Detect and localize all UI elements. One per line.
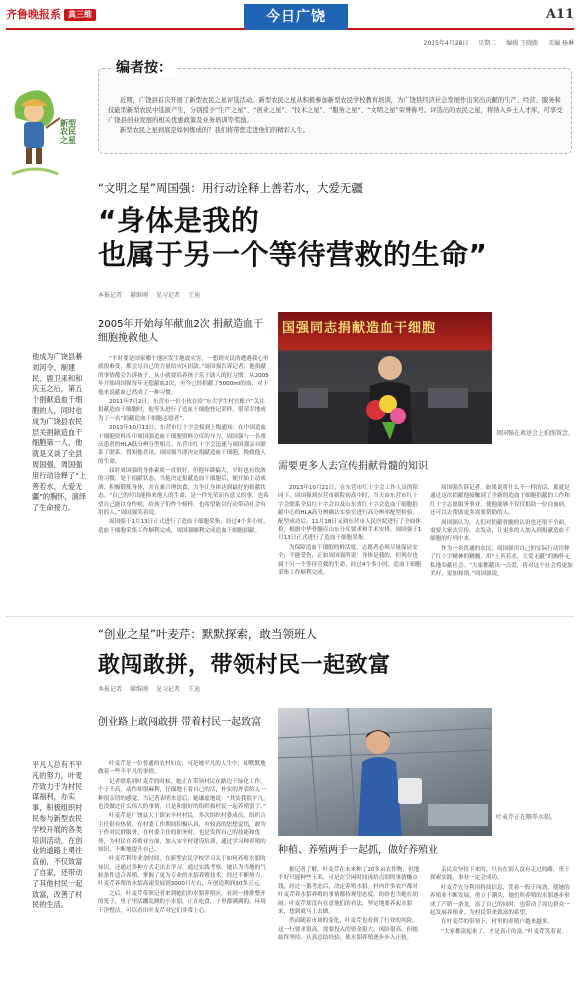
byline-role: 见习记者 (156, 686, 181, 693)
editor-note-paragraph: 近期，广饶县首次开展了新型农民之星评选活动。新型农民之星从积极参加新型农民学校教育培训，为广饶县经济社会发展作出突出贡献的生产、经营、服务和技能型新型农民中选拔产生，分别授予“生产之星”、“创业之星”、“技术之星”、“服务之星”、“文明之星”荣誉称号。评选出的农民之星，将纳入乡土人才库，可享受广饶县创业发展的相关优惠政策及业务培训等奖励。 (108, 97, 563, 124)
story2-headline: 敢闯敢拼，带领村民一起致富 (98, 653, 391, 678)
brand-name: 齐鲁晚报系 (6, 8, 61, 21)
story1-paragraph: 作为一名普通的农民，周国强用自己的实际行动诠释了红十字精神的精髓，用“上善若水，大爱无疆”的胸怀无私地奉献社会。“大家都献出一点爱，将对这个社会将更加美好，更加和谐。”周国强说。 (430, 545, 573, 577)
issue-date: 2015年4月28日 (423, 40, 469, 47)
section-divider (6, 616, 574, 617)
story2-paragraph: 在叶麦芹的带领下，村里的养殖户越来越多。 (441, 919, 553, 926)
story1-paragraph: 2013年10月21日，在东营市红十字会工作人员的陪同下，周国强到东营市新院初高中时，当天由东营市红十字会联系全县红十字会以及山东省红十字会造血干细胞捐献中心的HLA高分辨确认实验室进行高分辨率配型检验，配型成功后，11月18日又到东营市人民医院进行了全面体检，根据中华骨髓库山东分库要求和手术安排，周国强于1月13日正式进行了造血干细胞采集。 (278, 485, 422, 542)
newspaper-brand (6, 7, 96, 23)
story1-paragraph: 周国强告诉记者，如果说将什么不一样的话，那就是通过这次捐献他接触到了全新的造血干细胞捐献的工作和红十字志愿服务事业，使他能够不仅仅捐助一位白血病，还可以去帮助更多需要帮助的人。 (430, 485, 570, 517)
page-number: A11 (545, 7, 574, 22)
story2-paragraph: 记者联系到叶麦芹的时候，她正在带领村民在路边干绿化工作。个子不高，动作却很麻利，仔细地干着自己的活，朴实的外表给人一种很亲切的感觉。当记者表明来意后，她谦虚地说：“其实我很平凡，也没做过什么伟大的事情，只是和很好的组织和村民一起养殖罢了。” (98, 778, 269, 810)
story2-subhead2: 种植、养殖两手一起抓，做好养殖业 (278, 845, 438, 856)
byline-role: 见习记者 (156, 292, 181, 299)
story1-headline (98, 204, 487, 271)
story2-paragraph: 叶麦芹充分利用科技信息，凭着一股子闯劲，使她的养殖业不断发展。勇立于潮头，她们所养殖的水貂逐步形成了产销一条龙，富了自己的同时，也带动了周边群众一起发展养殖业，为村民带来致富的希望。 (430, 884, 570, 916)
editor-note-body (108, 96, 564, 137)
story1-paragraph: 周国强认为，人们对捐献骨髓的认识也还很不全面，需要大家去宣传，去发动，让更多的人加入到捐献造血干细胞的行列中来。 (430, 519, 570, 543)
story1-paragraph: 届时周国强的身体素质一直很好，但他年龄偏大，平时也有饮酒的习惯，处于捐献状态，当他决定捐献造血干细胞后，便开始主动戒酒、积极锻炼身体，并在兼合理饮食，力争让身体达到最好的捐献状态。“自己的付出能换来他人的生命，是一件光荣而有意义的事，也希望自己能以身作则，给孩子们作个榜样，也希望能以行动带动社会有用的人。”周国强笑着说。 (98, 468, 269, 517)
story1-kicker: “文明之星”周国强：用行动诠释上善若水，大爱无疆 (98, 181, 363, 195)
story2-photo (278, 708, 492, 836)
issue-editor: 编辑 王晓路 (506, 40, 539, 47)
section-title: 今日广饶 (244, 4, 348, 30)
story2-subhead: 创业路上敢闯敢拼 带着村民一起致富 (98, 717, 262, 728)
story1-pull-quote: 他成为广饶县綦刘河令、制建民、鹿卫来和和庆玉之后，第五个捐献造血干细胞的人，同时也成为广饶县农民层关捐献造血干细胞第一人，他就是又谈了全县周国强，周国强用行动诠释了“上善若水，大爱无疆”的胸怀，演绎了生命接力。 (32, 352, 87, 513)
story1-headline-line2: 也属于另一个等待营救的生命” (98, 237, 488, 271)
byline-name: 綦维刚 (130, 292, 149, 299)
photo-banner-text: 国强同志捐献造血干细胞 (282, 321, 437, 336)
person-with-flowers-figure (278, 312, 492, 444)
story2-kicker: “创业之星”叶麦芹：默默探索，敢当领班人 (98, 627, 317, 641)
byline-role: 本报记者 (98, 686, 123, 693)
editor-note-title: 编者按： (112, 58, 176, 78)
story1-paragraph: 2011年7月2日，东营市一位小伙在给“东大学生村官账户”关注捐献造血干细胞时，他等头进行了造血干细胞登记采样，很荣幸地成为了一名“捐献造血干细胞志愿者”。 (98, 398, 266, 422)
byline-name: 王迪 (188, 686, 201, 693)
story2-paragraph: 叶麦芹是广饶县大王镇宋辛村村民，多次组织村委成员，组织合主任很有热情，在村委工作期间积极认真，有较高的思想觉悟，敢为于作对民群服务，在村委主任的职务时，也是发挥自己的技能和优势，为村民在养殖业方面，加入宋辛村建设培训，通过学习种养殖的知识，不断地提升自己。 (98, 813, 266, 853)
story1-photo-caption: 周国强在欢送会上拍照留念。 (496, 430, 575, 437)
masthead (6, 4, 574, 30)
byline-name: 綦维刚 (130, 686, 149, 693)
byline-name: 王迪 (188, 292, 201, 299)
story1-paragraph: 为保障造血干细胞的鲜活度，志愿者必须尽量保证安全，不能受伤，正如周国强所说：身体是我的，但现在也属于另一个等待营救的生命，经过4个多小时，造血干细胞采集工作顺利完成。 (278, 544, 422, 576)
story2-paragraph: 然而随着市场的变化，叶麦芹也看到了行业的风险。这一行要求很高，需要投入的资金很大，风险很高，但她始终坚持，认真总结经验，使水貂养殖逐步步入正轨。 (278, 918, 418, 942)
story1-paragraph: 2013年10月13日，东营市红十字会接到上级通知：在中国造血干细胞资料库中周国强造血干细胞资料分库的导力，周国强与一名重庆患者的HLA低分辨分型相合。东营市红十字会迅速与周国强亲自联系了联系，得知他喜讯，周国强当即决定捐献造血干细胞，挽救他人的生命。 (98, 425, 267, 465)
woman-feeding-minks-figure (278, 708, 492, 836)
brand-pill: 真三维 (64, 9, 96, 21)
story1-byline (98, 292, 208, 301)
byline-role: 本报记者 (98, 292, 123, 299)
story2-paragraph: 据记者了解，叶麦芹在未来种了20多亩农作物，但地不好只能种些玉米，可是在空闲时间再给点别的事情赚点钱，经过一番考虑后，决定养殖水貂。村内许多农户都对叶麦芹养水貂养殖的事情都持观望态度，纷纷也当她在胡闹。叶麦芹却没有在意他们的看法，坚定地要养起水貂来，想到就马上去做。 (278, 867, 420, 915)
story1-subhead2: 需要更多人去宣传捐献骨髓的知识 (278, 461, 428, 472)
story2-paragraph: 叶麦芹是一位普通的农村妇女，可是她平凡的人生中，却默默地做着一些不平凡的事情。 (98, 761, 266, 776)
story2-paragraph: “大家都富起来了，才是真正的富。”叶麦芹笑着说。 (441, 928, 568, 935)
story1-paragraph: 周国强于1月13日正式进行了造血干细胞采集，经过4个多小时，造血干细胞采集工作顺利完成，周国强顺利完成造血干细胞捐献。 (98, 519, 269, 534)
story1-photo (278, 312, 492, 444)
story1-body-column1 (98, 355, 270, 536)
issue-meta (6, 40, 574, 49)
story2-byline (98, 686, 208, 695)
story2-pull-quote: 平凡人总有不平凡的努力，叶麦芹致力于为村民谋福利，办实事，积极组织村民参与新型农民学校开展的各类培训活动，在创业的道路上勇往直前，不仅致富了自家，还带动了其他村民一起致富，改善了村民的生活。 (32, 760, 83, 910)
story2-body-column2 (278, 866, 422, 944)
story2-body-column1 (98, 760, 270, 916)
story1-headline-line1: “身体是我的 (98, 204, 260, 237)
issue-weekday: 星期二 (478, 40, 497, 47)
editor-note-paragraph: 新型农民之星到底是如何炼成的？我们将带您走进他们的精彩人生。 (120, 127, 309, 135)
issue-designer: 美编 杨琳 (548, 40, 574, 47)
story1-paragraph: “平时要是国家哪个地区发生地震灾害，一想到灾民的遭遇我心里就很难受，都会尽自己的力量给灾区捐款。”周国强告诉记者，他捐献的事情都会告诉孩子，从小就要培养孩子乐于助人的好习惯。从2005年开始周国强每年无偿献血2次，至今已经捐献了5000ml的血，对于他来说献血已然成了一种习惯。 (98, 356, 269, 396)
story2-photo-caption: 叶麦芹正在喂养水貂。 (496, 814, 557, 821)
farmer-mascot-illustration (6, 78, 94, 188)
story1-body-column3 (430, 484, 574, 579)
story1-subhead: 2005年开始每年献血2次 捐献造血干细胞挽救他人 (98, 319, 263, 344)
story2-body-column3 (430, 866, 574, 937)
story2-paragraph: 亲民众坚持下来的。只有在别人没有走过的路，勇于探索实践，事业一定会成功。 (430, 867, 570, 882)
mascot-label: 新型农民之星 (60, 119, 76, 145)
story1-body-column2 (278, 484, 422, 578)
story2-paragraph: 之后，叶麦芹带领记者来到她们的水貂养殖区，看到一排排整齐的笼子，里子里活蹦乱跳的小水貂，正在吃食，子里都满满的，环境干净整洁，可以看出叶麦芹对它们非常上心。 (98, 890, 266, 914)
story2-paragraph: 叶麦芹利用业余时间，在新型农民学校学习关于如何养殖水貂的知识，还通过多种方式走出去学习，通过实践考察，她认为当地的气候条件适合养殖，掌握了更为专业的水貂养殖技术，经过不断努力，叶麦芹养殖的水貂高速发展到3000只左右，年创造利润30多万元。 (98, 856, 266, 888)
